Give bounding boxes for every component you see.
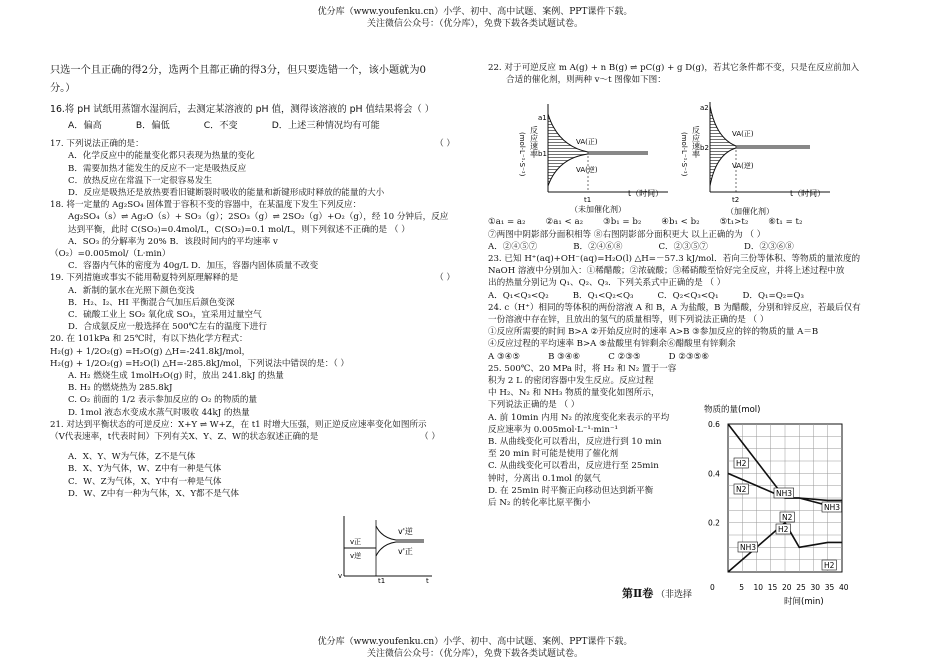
q17-paren: （ ）: [435, 139, 455, 150]
q21-line-1: 21. 对达到平衡状态的可逆反应：X+Y ⇌ W+Z，在 t1 时增大压强，则正逆反应速率变化如图所示: [50, 419, 427, 430]
q20-option-d: D. 1mol 液态水变成水蒸气时吸收 44kJ 的热量: [68, 407, 250, 418]
q19-stem: 19. 下列措施或事实不能用勒夏特列原理解释的是: [50, 273, 239, 284]
footer-line-2: 关注微信公众号：（优分库），免费下载各类试题试卷。: [366, 649, 583, 660]
q21-paren: （ ）: [420, 431, 440, 442]
q25-opt-a1: A. 前 10min 内用 N₂ 的浓度变化来表示的平均: [488, 412, 670, 423]
q22-choice-d: D．②③⑥⑧: [744, 241, 794, 252]
y-tick-label: 0.2: [708, 518, 720, 528]
q21-graph: [336, 512, 436, 584]
q24-choice-d: D ②③⑤⑥: [668, 351, 710, 362]
q17-option-b: B．需要加热才能发生的反应不一定是吸热反应: [68, 163, 247, 174]
q21-veq2-label: v逆: [350, 552, 362, 560]
q18-line-2: Ag₂SO₄（s）⇌ Ag₂O（s）+ SO₃（g）；2SO₃（g）⇌ 2SO₂（g）+O₂（g），经 10 分钟后，反应: [68, 212, 449, 223]
g2-unit: (mol·L⁻¹·S⁻¹): [680, 132, 688, 177]
series-label: NH3: [824, 503, 841, 512]
q23-line-2: NaOH 溶液中分别加入：①稀醋酸；②浓硫酸；③稀硝酸至恰好完全反应，并将上述过程中放: [488, 266, 845, 277]
series-label: H2: [736, 459, 747, 468]
q24-choices: [488, 351, 908, 363]
q17-option-c: C．放热反应在常温下一定很容易发生: [68, 175, 213, 186]
q21-option-a: A．X、Y、W为气体，Z不是气体: [68, 452, 196, 463]
chart-yticks: [708, 420, 720, 528]
g1-shade-top: [548, 114, 588, 152]
series-label: N2: [782, 513, 793, 522]
g1-vfwd: VA(正): [576, 138, 598, 146]
q21-option-c: C．W、Z为气体，X、Y中有一种是气体: [68, 476, 222, 487]
q22-choice-b: B．②④⑥⑧: [573, 241, 623, 252]
q23-line-3: 出的热量分别记为 Q₁、Q₂、Q₃．下列关系式中正确的是 （ ）: [488, 278, 726, 289]
x-tick-label: 5: [739, 583, 745, 592]
q17-stem-row: [50, 138, 475, 150]
q21-line-2-row: [50, 431, 475, 443]
q22-opt-5: ⑤t₁>t₂: [719, 217, 749, 228]
q16-stem: 16.将 pH 试纸用蒸馏水湿润后，去测定某溶液的 pH 值，测得该溶液的 pH 值结果将会（ ）: [50, 103, 435, 115]
q22-opt-1: ①a₁ = a₂: [488, 217, 526, 228]
g1-taxis: t（时间）: [628, 189, 664, 198]
chart-title: 物质的量(mol): [704, 405, 761, 415]
part2-note: （非选择: [656, 590, 693, 600]
q24-choice-b: B ③④⑥: [548, 351, 581, 362]
left-column: [50, 62, 475, 500]
series-label: NH3: [776, 489, 793, 498]
q24-line-2: 一份溶液中存在锌，且放出的氢气的质量相等，则下列说法正确的是 （ ）: [488, 315, 769, 326]
series-label: N2: [736, 485, 747, 494]
q23-choice-c: C．Q₂<Q₃<Q₁: [657, 290, 719, 301]
part2-heading: [622, 586, 692, 602]
g2-caption: （加催化剂）: [726, 207, 774, 216]
q18-line-6: C．容器内气体的密度为 40g/L D．加压，容器内固体质量不改变: [68, 261, 319, 272]
y-tick-label: 0.4: [708, 469, 720, 479]
q25-opt-b2: 至 20 min 时可能是使用了催化剂: [488, 449, 619, 460]
q18-line-3: 达到平衡，此时 C(SO₃)=0.4mol/L，C(SO₂)=0.1 mol/L，则下列叙述不正确的是 （ ）: [68, 224, 410, 235]
g1-vrev: VA(逆): [576, 166, 598, 174]
q22-options-1: [488, 216, 908, 228]
q16-option-b: B．偏低: [135, 120, 170, 132]
chart-xticks: [710, 583, 849, 592]
q21-vfwd-label: v'正: [398, 547, 413, 556]
q22-graph-1: [518, 96, 678, 214]
q24-line-3: ①反应所需要的时间 B>A ②开始反应时的速率 A>B ③参加反应的锌的物质的量 A＝B: [488, 327, 819, 338]
page-footer: [0, 636, 950, 660]
q20-option-b: B. H₂ 的燃烧热为 285.8kJ: [68, 383, 173, 394]
q19-option-c: C．硫酸工业上 SO₂ 氧化成 SO₃，宜采用过量空气: [68, 309, 262, 320]
x-tick-label: 25: [796, 583, 806, 592]
page-header: [0, 6, 950, 30]
q25-chart: [700, 400, 850, 608]
q22-line-2: 合适的催化剂，则两种 v～t 图像如下图：: [506, 75, 666, 86]
g1-caption: （未加催化剂）: [570, 205, 626, 214]
g2-vfwd: VA(正): [732, 130, 754, 138]
x-tick-label: 10: [753, 583, 764, 592]
q18-line-1: 18. 将一定量的 Ag₂SO₄ 固体置于容积不变的容器中，在某温度下发生下列反应：: [50, 200, 362, 211]
q22-choice-a: A．②④⑤⑦: [488, 241, 538, 252]
q22-opt-6: ⑥t₁ = t₂: [768, 217, 803, 228]
g2-shade-top: [710, 106, 736, 146]
q21-line-2: （V代表速率，t代表时间）下列有关X、Y、Z、W的状态叙述正确的是: [50, 431, 319, 442]
q24-line-4: ④反应过程的平均速率 B>A ⑤盐酸里有锌剩余⑥醋酸里有锌剩余: [488, 339, 736, 350]
q21-origin-label: v: [338, 572, 343, 580]
x-tick-label: 35: [824, 583, 835, 592]
q22-choice-c: C．②③⑤⑦: [658, 241, 709, 252]
q20-line-1: 20. 在 101kPa 和 25℃时，有以下热化学方程式：: [50, 334, 248, 345]
y-tick-label: 0.6: [708, 420, 720, 429]
q20-option-a: A. H₂ 燃烧生成 1molH₂O(g) 时，放出 241.8kJ 的热量: [68, 370, 284, 381]
q19-stem-row: [50, 272, 475, 284]
q25-block: [488, 363, 698, 509]
q20-line-2: H₂(g) + 1/2O₂(g) =H₂O(g) △H=-241.8kJ/mol，: [50, 346, 251, 357]
q22-line-1: 22. 对于可逆反应 m A(g) + n B(g) ⇌ pC(g) + g D(g)，若其它条件都不变，只是在反应前加入: [488, 63, 860, 73]
q20-option-c: C. O₂ 前面的 1/2 表示参加反应的 O₂ 的物质的量: [68, 395, 258, 406]
g1-a1: a1: [538, 114, 547, 122]
intro-line-1: 只选一个且正确的得2分，选两个且都正确的得3分，但只要选错一个，该小题就为0: [50, 65, 427, 76]
q22-choices: [488, 241, 908, 253]
q24-line-1: 24. c（H⁺）相同的等体积的两份溶液 A 和 B，A 为盐酸，B 为醋酸，分别和锌反应，若最后仅有: [488, 302, 861, 313]
q24-choice-a: A ③④⑤: [488, 351, 521, 362]
q22-graph-2: [680, 96, 840, 218]
g2-t2: t2: [732, 196, 740, 204]
header-line-1: 优分库（www.youfenku.cn）小学、初中、高中试题、案例、PPT课件下载。: [317, 7, 633, 17]
q23-choice-b: B．Q₁<Q₂<Q₃: [572, 290, 634, 301]
q25-line-4: 下列说法正确的是 （ ）: [488, 400, 580, 411]
q16-option-c: C．不变: [203, 120, 238, 132]
q23-choice-a: A．Q₁<Q₃<Q₂: [488, 290, 549, 301]
q22-opt-3: ③b₁ = b₂: [603, 217, 642, 228]
x-tick-label: 20: [782, 583, 792, 592]
g1-t1: t1: [584, 196, 592, 204]
q19-paren: （ ）: [435, 273, 455, 284]
g2-rev-curve: [710, 148, 810, 186]
q22-opt-2: ②a₁ < a₂: [545, 217, 584, 228]
q23-choices: [488, 290, 908, 302]
g1-yaxis-label: 反应速率: [529, 126, 539, 158]
g1-unit: (mol·L⁻¹·S⁻¹): [518, 132, 526, 177]
chart-xlabel: 时间(min): [784, 597, 824, 607]
g2-a2: a2: [700, 104, 709, 112]
q21-option-d: D．W、Z中有一种为气体，X、Y都不是气体: [68, 488, 239, 499]
q25-opt-a2: 反应速率为 0.005mol·L⁻¹·min⁻¹: [488, 424, 618, 435]
g2-b2: b2: [700, 144, 709, 152]
q25-opt-d2: 后 N₂ 的转化率比原平衡小: [488, 498, 591, 509]
q16-option-a: A．偏高: [68, 120, 102, 132]
x-tick-label: 40: [839, 583, 849, 592]
q25-opt-c1: C. 从曲线变化可以看出，反应进行至 25min: [488, 461, 659, 472]
q21-t1-label: t1: [378, 577, 386, 584]
q19-option-a: A．新制的氯水在光照下颜色变浅: [68, 285, 195, 296]
q19-option-b: B．H₂、I₂、HI 平衡混合气加压后颜色变深: [68, 297, 235, 308]
q25-opt-d1: D. 在 25min 时平衡正向移动但达到新平衡: [488, 485, 654, 496]
q21-veq-label: v正: [350, 538, 362, 546]
g1-b1: b1: [538, 150, 547, 158]
q22-opt-4: ④b₁ < b₂: [661, 217, 700, 228]
q19-option-d: D．合成氨反应一般选择在 500℃左右的温度下进行: [68, 322, 267, 333]
g2-yaxis-label: 反应速率: [691, 126, 701, 158]
q22-options-2: ⑦两图中阴影部分面积相等 ⑧右图阴影部分面积更大 以上正确的为 （ ）: [488, 229, 766, 240]
q25-opt-b1: B. 从曲线变化可以看出，反应进行到 10 min: [488, 437, 662, 448]
x-tick-label: 15: [767, 583, 778, 592]
q23-line-1: 23. 已知 H⁺(aq)+OH⁻(aq)=H₂O(l) △H=－57.3 kJ/mol．若向三份等体积、等物质的量浓度的: [488, 254, 861, 265]
q16-option-d: D．上述三种情况均有可能: [271, 120, 380, 132]
q20-line-3: H₂(g) + 1/2O₂(g) =H₂O(l) △H=-285.8kJ/mol，下列说法中错误的是：（ ）: [50, 358, 350, 369]
q21-vrev-label: v'逆: [398, 527, 413, 536]
q17-option-d: D．反应是吸热还是放热要看旧键断裂时吸收的能量和新键形成时释放的能量的大小: [68, 187, 385, 198]
footer-line-1: 优分库（www.youfenku.cn）小学、初中、高中试题、案例、PPT课件下载。: [317, 637, 633, 647]
series-label: H2: [778, 525, 789, 534]
q17-stem: 17. 下列说法正确的是：: [50, 139, 144, 150]
header-line-2: 关注微信公众号：（优分库），免费下载各类试题试卷。: [366, 19, 583, 30]
q25-opt-c2: 钟时，分离出 0.1mol 的氨气: [488, 473, 601, 484]
intro-line-2: 分。）: [50, 82, 76, 94]
q25-line-3: 中 H₂、N₂ 和 NH₃ 物质的量变化如图所示，: [488, 388, 660, 399]
series-label: NH3: [740, 543, 757, 552]
part2-title: 第Ⅱ卷: [622, 587, 654, 600]
q25-line-1: 25. 500℃、20 MPa 时，将 H₂ 和 N₂ 置于一容: [488, 363, 677, 374]
x-tick-label: 30: [810, 583, 821, 592]
q18-line-5: （O₂）=0.005mol/（L·min）: [50, 248, 171, 259]
q16-options: [50, 119, 475, 132]
q17-option-a: A．化学反应中的能量变化都只表现为热量的变化: [68, 151, 255, 162]
q25-line-2: 积为 2 L 的密闭容器中发生反应。反应过程: [488, 376, 654, 387]
series-label: H2: [824, 561, 835, 570]
q24-choice-c: C ②③⑤: [608, 351, 641, 362]
g2-taxis: t（时间）: [790, 189, 826, 198]
q23-choice-d: D．Q₁=Q₂=Q₃: [742, 290, 804, 301]
q21-t-label: t: [426, 577, 429, 584]
q21-option-b: B．X、Y为气体，W、Z中有一种是气体: [68, 464, 222, 475]
g2-vrev: VA(逆): [732, 162, 754, 170]
q18-line-4: A．SO₃ 的分解率为 20% B．该段时间内的平均速率 v: [68, 236, 278, 247]
x-tick-label: 0: [710, 583, 715, 592]
